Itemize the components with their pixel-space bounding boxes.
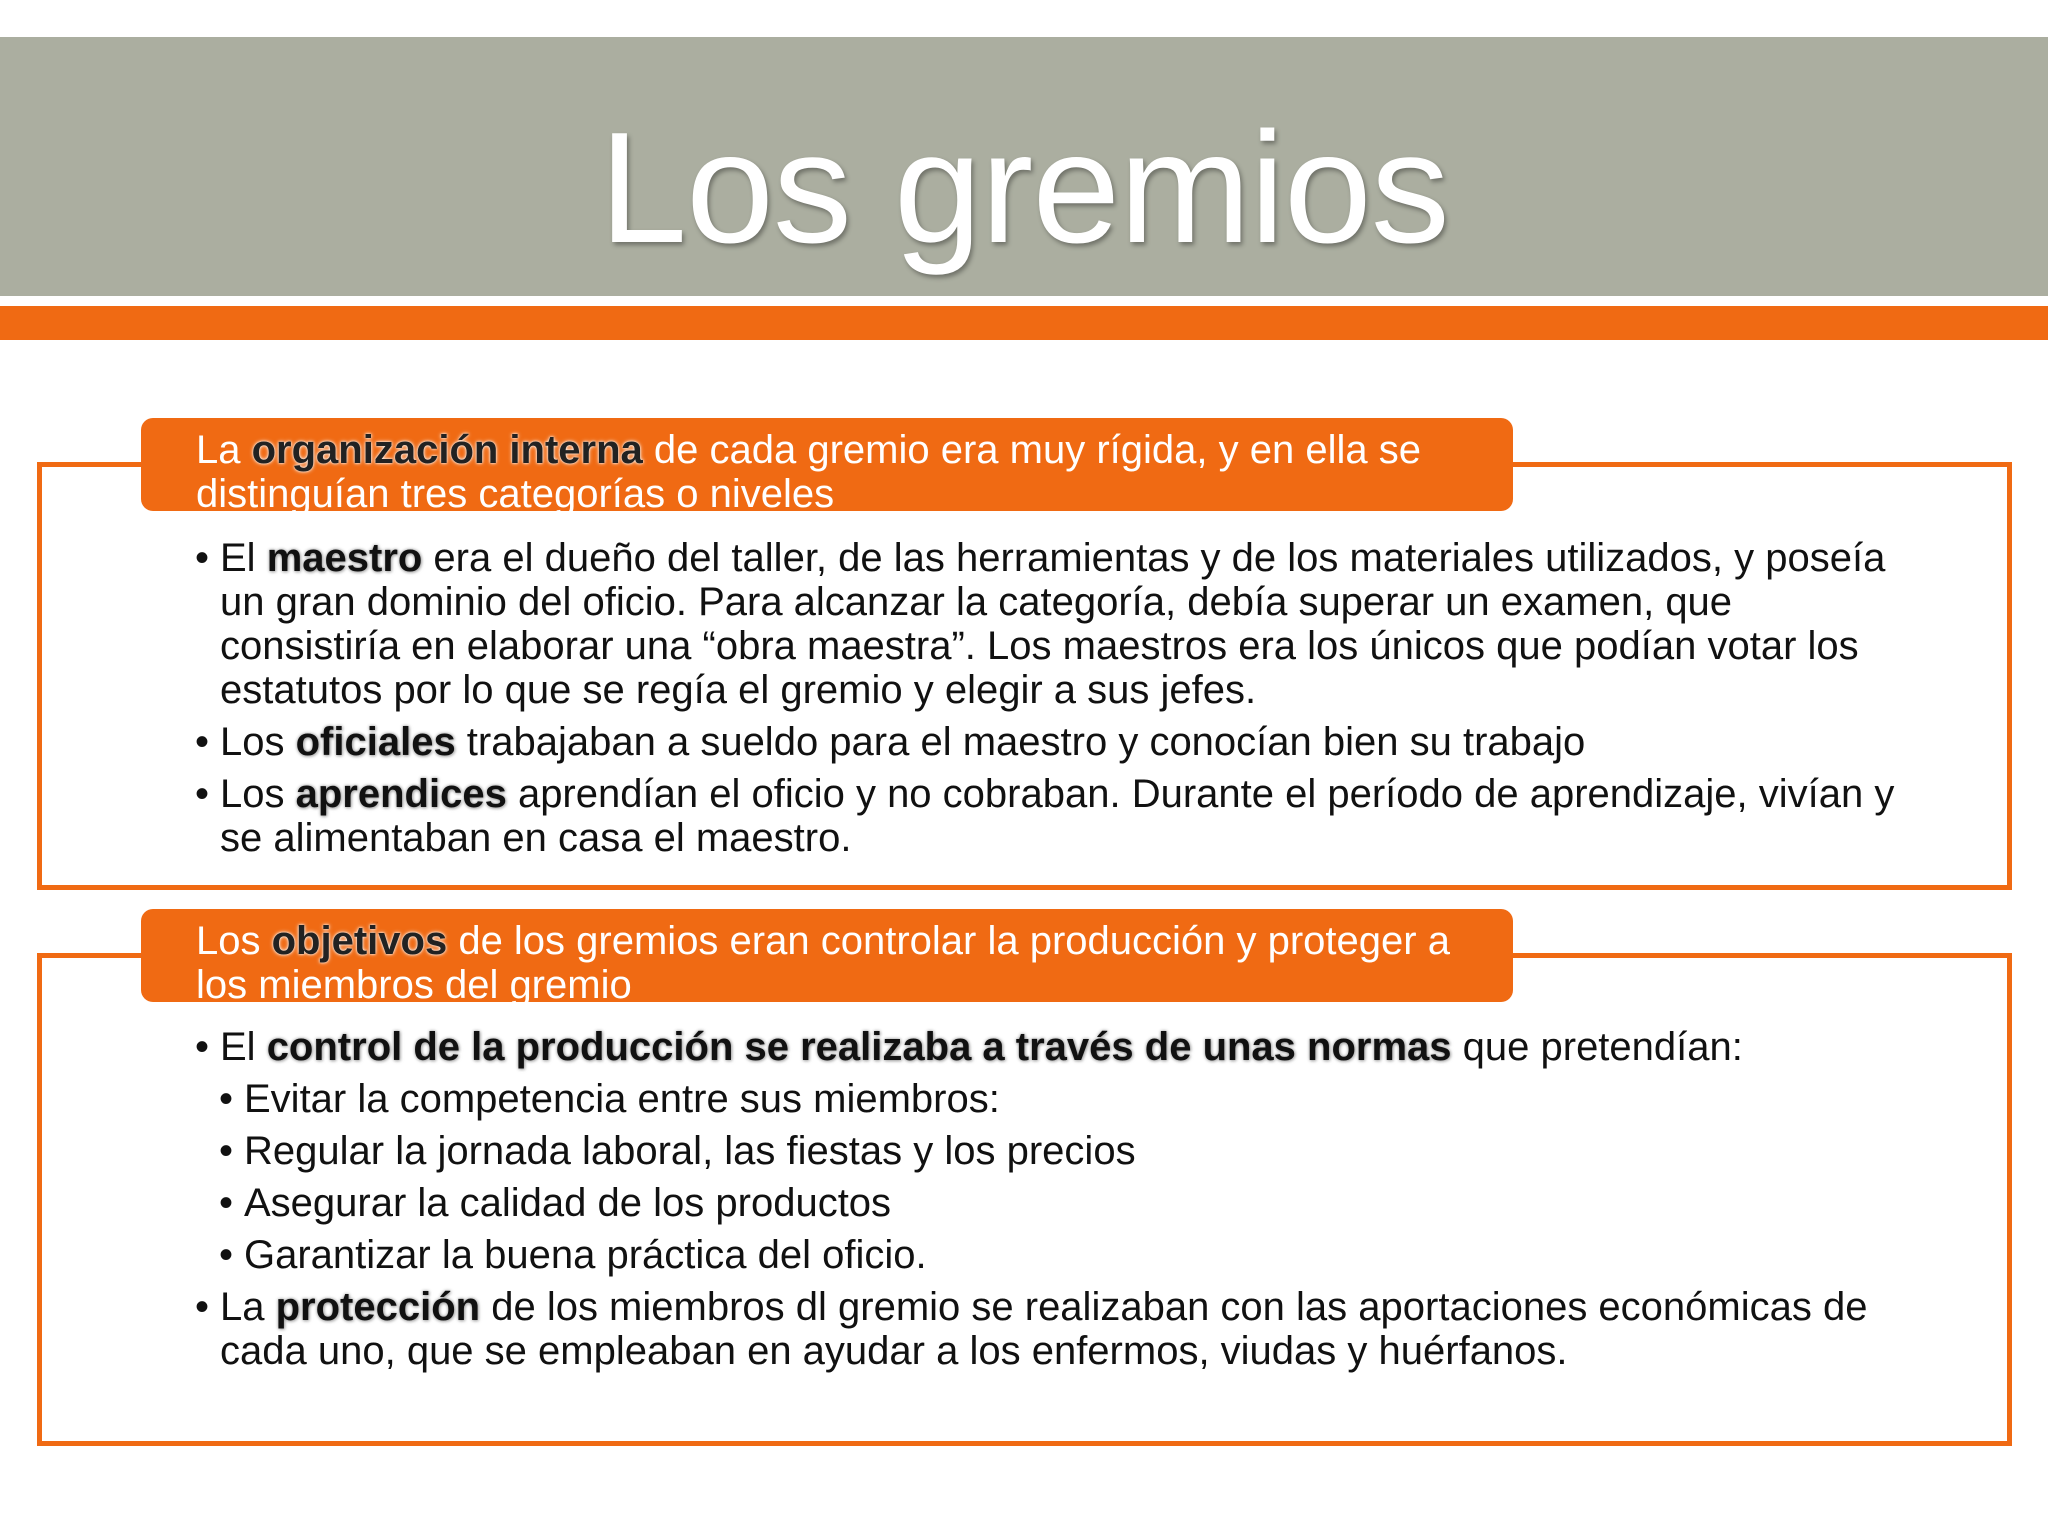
- item-text: El: [220, 536, 267, 580]
- objectives-header: [141, 909, 1513, 1007]
- bullet-icon: •: [219, 1077, 234, 1121]
- item-keyword: oficiales: [295, 720, 456, 764]
- sub-item-text: Asegurar la calidad de los productos: [244, 1181, 892, 1225]
- slide-title: Los gremios: [599, 100, 1449, 276]
- bullet-icon: •: [195, 536, 210, 580]
- header-bold-text: objetivos: [271, 919, 448, 963]
- bullet-icon: •: [195, 1285, 210, 1329]
- item-text: aprendían el oficio y no cobraban. Durante el período de aprendizaje, vivían y se alimentaban en casa el maestro.: [220, 772, 1895, 860]
- sub-item-text: Garantizar la buena práctica del oficio.: [244, 1233, 927, 1277]
- item-keyword: aprendices: [295, 772, 507, 816]
- bullet-icon: •: [219, 1181, 234, 1225]
- item-text: trabajaban a sueldo para el maestro y conocían bien su trabajo: [455, 720, 1586, 764]
- sub-item-text: Evitar la competencia entre sus miembros:: [244, 1077, 1000, 1121]
- accent-stripe: [0, 306, 2048, 340]
- list-item-proteccion: [195, 1285, 1895, 1373]
- sub-item: [219, 1129, 1895, 1173]
- item-text: Los: [220, 720, 296, 764]
- header-text: Los: [196, 919, 272, 963]
- bullet-icon: •: [195, 772, 210, 816]
- list-item-oficiales: [195, 720, 1895, 764]
- item-text: El: [220, 1025, 267, 1069]
- item-text: era el dueño del taller, de las herramientas y de los materiales utilizados, y poseía un gran dominio del oficio. Para alcanzar la categoría, debía superar un examen, que consistiría en elaborar una “obra maestra”. Los maestros era los únicos que podían votar los estatutos por lo que se regía el gremio y elegir a sus jefes.: [220, 536, 1886, 712]
- header-bold-text: organización interna: [251, 428, 643, 472]
- bullet-icon: •: [219, 1129, 234, 1173]
- sub-item: [219, 1077, 1895, 1121]
- item-text: que pretendían:: [1451, 1025, 1743, 1069]
- bullet-icon: •: [219, 1233, 234, 1277]
- header-text: de los gremios eran controlar la producción y proteger a los miembros del gremio: [196, 919, 1450, 1007]
- item-keyword: protección: [275, 1285, 481, 1329]
- list-item-maestro: [195, 536, 1895, 712]
- sub-item-text: Regular la jornada laboral, las fiestas y los precios: [244, 1129, 1136, 1173]
- bullet-icon: •: [195, 720, 210, 764]
- organization-header: [141, 418, 1513, 516]
- sub-item: [219, 1233, 1895, 1277]
- item-text: Los: [220, 772, 296, 816]
- list-item-aprendices: [195, 772, 1895, 860]
- header-text: La: [196, 428, 252, 472]
- item-text: La: [220, 1285, 276, 1329]
- organization-list: [195, 536, 1895, 868]
- bullet-icon: •: [195, 1025, 210, 1069]
- item-keyword: control de la producción se realizaba a través de unas normas: [266, 1025, 1452, 1069]
- objectives-list: [195, 1025, 1895, 1381]
- list-item-control: [195, 1025, 1895, 1069]
- title-band: [0, 37, 2048, 296]
- sub-item: [219, 1181, 1895, 1225]
- item-text: de los miembros dl gremio se realizaban con las aportaciones económicas de cada uno, que se empleaban en ayudar a los enfermos, viudas y huérfanos.: [220, 1285, 1868, 1373]
- header-text: de cada gremio era muy rígida, y en ella se distinguían tres categorías o niveles: [196, 428, 1421, 516]
- item-keyword: maestro: [266, 536, 423, 580]
